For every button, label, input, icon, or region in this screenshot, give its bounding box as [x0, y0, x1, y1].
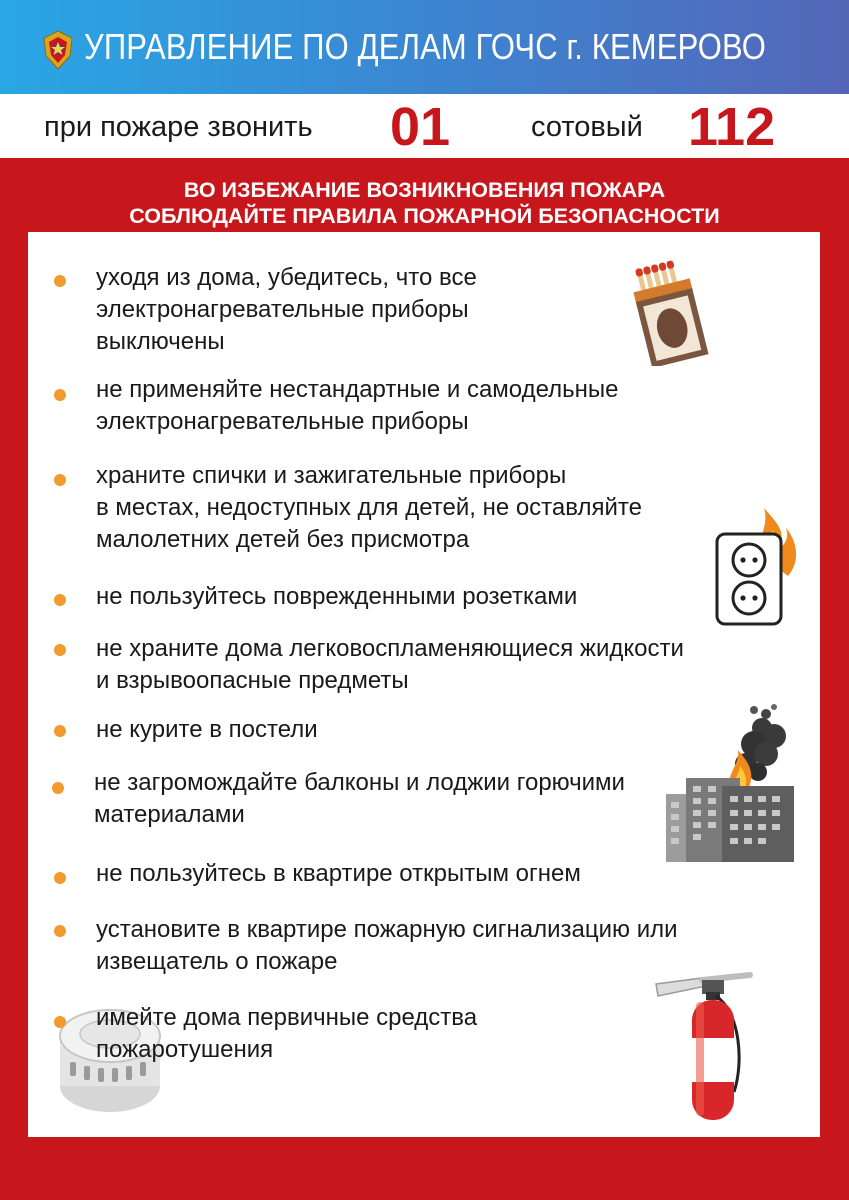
- bullet-icon: [54, 644, 66, 656]
- bullet-icon: [52, 782, 64, 794]
- header-bar: [0, 0, 849, 94]
- bullet-icon: [54, 594, 66, 606]
- bullet-icon: [54, 474, 66, 486]
- emergency-ministry-emblem-icon: [42, 30, 74, 70]
- rule-item-1: уходя из дома, убедитесь, что все электронагревательные приборы выключены: [96, 262, 477, 358]
- phone-bar: [0, 94, 849, 158]
- bullet-icon: [54, 389, 66, 401]
- banner-line-1: ВО ИЗБЕЖАНИЕ ВОЗНИКНОВЕНИЯ ПОЖАРА: [183, 178, 666, 202]
- bullet-icon: [54, 925, 66, 937]
- banner-line-2: СОБЛЮДАЙТЕ ПРАВИЛА ПОЖАРНОЙ БЕЗОПАСНОСТИ: [129, 204, 720, 228]
- fire-extinguisher-icon: [650, 972, 760, 1122]
- rule-item-9: установите в квартире пожарную сигнализацию или извещатель о пожаре: [96, 914, 678, 978]
- bullet-icon: [54, 1016, 66, 1028]
- rule-item-8: не пользуйтесь в квартире открытым огнем: [96, 858, 581, 890]
- rule-item-7: не загромождайте балконы и лоджии горючими материалами: [94, 767, 625, 831]
- rules-panel: [28, 232, 820, 1137]
- fire-number: 01: [390, 97, 451, 157]
- header-title: УПРАВЛЕНИЕ ПО ДЕЛАМ ГОЧС г. КЕМЕРОВО: [84, 26, 767, 67]
- banner-title: [0, 177, 849, 229]
- mobile-number: 112: [688, 97, 776, 157]
- rule-item-5: не храните дома легковоспламеняющиеся жидкости и взрывоопасные предметы: [96, 633, 684, 697]
- burning-building-icon: [666, 702, 794, 864]
- matchbox-icon: [626, 260, 716, 366]
- bullet-icon: [54, 872, 66, 884]
- rule-item-10: имейте дома первичные средства пожаротушения: [96, 1002, 477, 1066]
- rule-item-3: храните спички и зажигательные приборы в местах, недоступных для детей, не оставляйте малолетних детей без присмотра: [96, 460, 642, 556]
- bullet-icon: [54, 275, 66, 287]
- bullet-icon: [54, 725, 66, 737]
- mobile-call-label: сотовый: [531, 111, 643, 143]
- fire-call-label: при пожаре звонить: [44, 111, 313, 143]
- rule-item-4: не пользуйтесь поврежденными розетками: [96, 581, 577, 613]
- burning-socket-icon: [714, 500, 800, 628]
- rule-item-2: не применяйте нестандартные и самодельные электронагревательные приборы: [96, 374, 619, 438]
- rule-item-6: не курите в постели: [96, 714, 318, 746]
